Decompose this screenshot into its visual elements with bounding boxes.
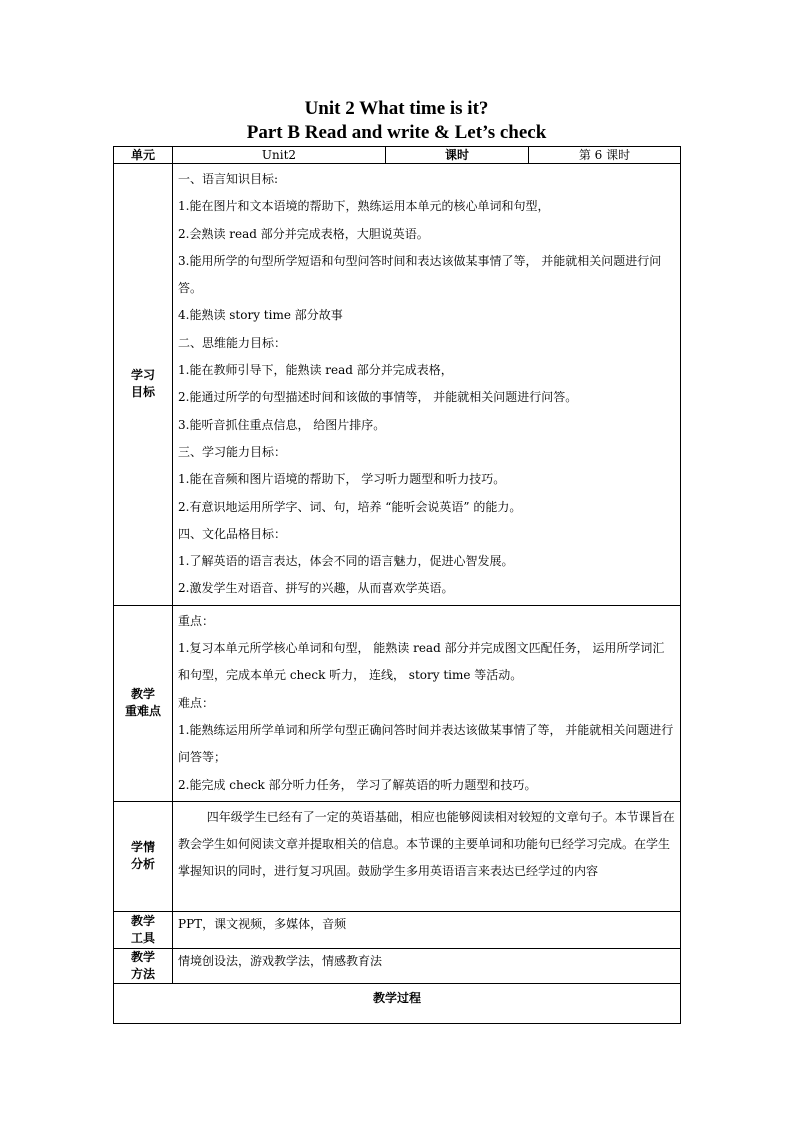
objective-line: 3.能听音抓住重点信息， 给图片排序。 — [178, 417, 386, 432]
unit-value: Unit2 — [173, 147, 386, 164]
analysis-label-text: 学情 分析 — [130, 840, 155, 872]
tools-row — [114, 911, 681, 948]
analysis-label — [114, 801, 173, 911]
key-points-label — [114, 605, 173, 801]
objective-line: 四、文化品格目标： — [178, 526, 287, 541]
analysis-row — [114, 801, 681, 911]
methods-content — [173, 948, 681, 983]
objective-line: 1.能在图片和文本语境的帮助下，熟练运用本单元的核心单词和句型， — [178, 199, 550, 214]
tools-text: PPT，课文视频，多媒体，音频 — [178, 916, 347, 931]
unit-label: 单元 — [114, 147, 173, 164]
objective-line: 2.有意识地运用所学字、词、句，培养 “能听会说英语” 的能力。 — [178, 499, 522, 514]
analysis-content — [173, 801, 681, 911]
tools-label — [114, 911, 173, 948]
tools-label-text: 教学 工具 — [130, 913, 155, 945]
objectives-label — [114, 164, 173, 606]
objective-line: 4.能熟读 story time 部分故事 — [178, 308, 343, 323]
objective-line: 2.能通过所学的句型描述时间和该做的事情等， 并能就相关问题进行问答。 — [178, 390, 578, 405]
methods-row — [114, 948, 681, 983]
process-label: 教学过程 — [114, 983, 681, 1023]
analysis-text: 四年级学生已经有了一定的英语基础，相应也能够阅读相对较短的文章句子。本节课旨在教会学生如何阅读文章并提取相关的信息。本节课的主要单词和功能句已经学习完成。在学生掌握知识的同时，进行复习巩固。鼓励学生多用英语语言来表达已经学过的内容 — [178, 809, 675, 878]
key-points-label-text: 教学 重难点 — [124, 687, 161, 719]
key-point-line: 1.能熟练运用所学单词和所学句型正确问答时间并表达该做某事情了等， 并能就相关问题进行问答等； — [178, 722, 674, 765]
key-points-content — [173, 605, 681, 801]
objective-line: 二、思维能力目标： — [178, 335, 287, 350]
objectives-content — [173, 164, 681, 606]
lesson-label: 课时 — [386, 147, 529, 164]
methods-label-text: 教学 方法 — [130, 949, 155, 981]
key-point-line: 1.复习本单元所学核心单词和句型， 能熟读 read 部分并完成图文匹配任务， 运用所学词汇和句型，完成本单元 check 听力， 连线， story time 等活动。 — [178, 641, 665, 683]
key-point-line: 难点： — [178, 695, 215, 710]
key-point-line: 2.能完成 check 部分听力任务， 学习了解英语的听力题型和技巧。 — [178, 777, 537, 792]
objective-line: 3.能用所学的句型所学短语和句型问答时间和表达该做某事情了等， 并能就相关问题进行问答。 — [178, 253, 662, 296]
key-points-row — [114, 605, 681, 801]
lesson-value: 第 6 课时 — [529, 147, 681, 164]
objective-line: 三、学习能力目标： — [178, 444, 287, 459]
objectives-label-text: 学习 目标 — [130, 368, 155, 400]
tools-content — [173, 911, 681, 948]
lesson-plan-table — [113, 146, 681, 1024]
header-row — [114, 147, 681, 164]
objective-line: 2.激发学生对语音、拼写的兴趣，从而喜欢学英语。 — [178, 581, 454, 596]
objective-line: 1.了解英语的语言表达，体会不同的语言魅力，促进心智发展。 — [178, 554, 514, 569]
process-row — [114, 983, 681, 1023]
objective-line: 1.能在音频和图片语境的帮助下， 学习听力题型和听力技巧。 — [178, 472, 506, 487]
key-point-line: 重点： — [178, 613, 215, 628]
objective-line: 2.会熟读 read 部分并完成表格，大胆说英语。 — [178, 226, 429, 241]
objective-line: 一、语言知识目标: — [178, 172, 279, 186]
document-title: Unit 2 What time is it? — [304, 98, 489, 119]
methods-text: 情境创设法，游戏教学法，情感教育法 — [178, 953, 383, 968]
methods-label — [114, 948, 173, 983]
objective-line: 1.能在教师引导下，能熟读 read 部分并完成表格， — [178, 363, 453, 378]
document-subtitle: Part B Read and write & Let’s check — [246, 122, 547, 143]
objectives-row — [114, 164, 681, 606]
